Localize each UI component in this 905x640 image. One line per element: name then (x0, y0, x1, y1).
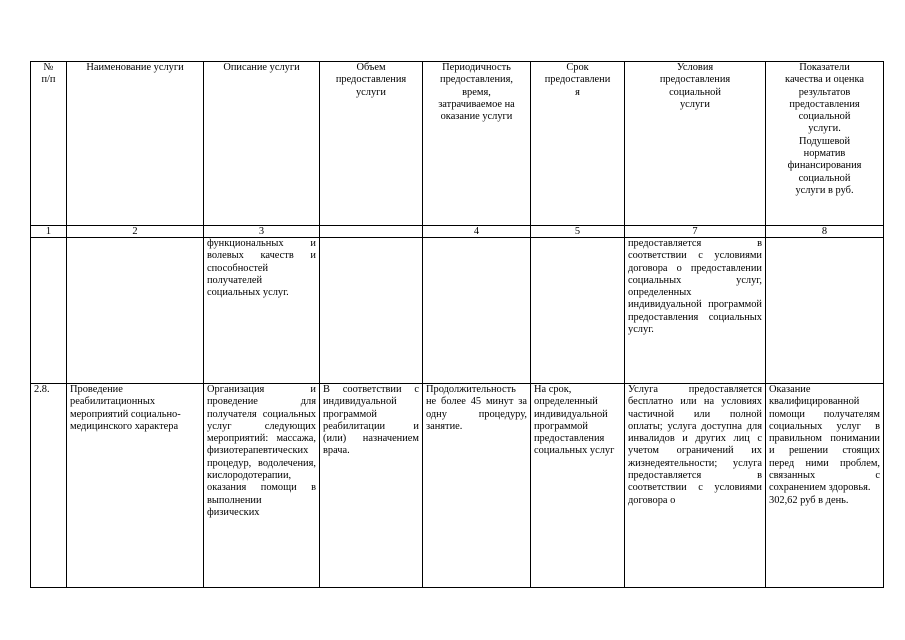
cell-periodicity: Продолжительность не более 45 минут за одну процедуру, занятие. (423, 384, 531, 588)
header-volume: Объем предоставления услуги (320, 62, 423, 226)
table-header-row (31, 62, 884, 226)
column-number: 8 (766, 226, 884, 238)
header-description: Описание услуги (204, 62, 320, 226)
cell-empty (531, 238, 625, 384)
column-number: 2 (67, 226, 204, 238)
cell-number: 2.8. (31, 384, 67, 588)
cell-description: функциональных и волевых качеств и способностей получателей социальных услуг. (204, 238, 320, 384)
column-number: 4 (423, 226, 531, 238)
header-term: Срок предоставлени я (531, 62, 625, 226)
cell-empty (423, 238, 531, 384)
cell-empty (31, 238, 67, 384)
cell-empty (67, 238, 204, 384)
header-service-name: Наименование услуги (67, 62, 204, 226)
quality-text: Оказание квалифицированной помощи получателям социальных услуг в правильном понимании и решении стоящих перед ними проблем, связанных с сохранением здоровья. (769, 384, 880, 494)
cell-volume: В соответствии с индивидуальной программой реабилитации и (или) назначением врача. (320, 384, 423, 588)
cell-quality (766, 384, 884, 588)
cell-term: На срок, определенный индивидуальной программой предоставления социальных услуг (531, 384, 625, 588)
column-number: 3 (204, 226, 320, 238)
header-number: № п/п (31, 62, 67, 226)
column-number-row (31, 226, 884, 238)
table-row-continuation (31, 238, 884, 384)
column-number (320, 226, 423, 238)
funding-norm: 302,62 руб в день. (769, 494, 849, 506)
table-row-2-8 (31, 384, 884, 588)
header-conditions: Условия предоставления социальной услуги (625, 62, 766, 226)
header-periodicity: Периодичность предоставления, время, затрачиваемое на оказание услуги (423, 62, 531, 226)
cell-description: Организация и проведение для получателя социальных услуг следующих мероприятий: массажа, физиотерапевтических процедур, водолечения, кислородотерапии, оказания помощи в выполнении физических (204, 384, 320, 588)
column-number: 1 (31, 226, 67, 238)
column-number: 5 (531, 226, 625, 238)
services-table (30, 61, 884, 588)
cell-conditions: предоставляется в соответствии с условиями договора о предоставлении социальных услуг, определенных индивидуальной программой предоставления социальных услуг. (625, 238, 766, 384)
cell-conditions: Услуга предоставляется бесплатно или на условиях частичной или полной оплаты; услуга доступна для инвалидов и других лиц с учетом ограничений их жизнедеятельности; услуга предоставляется в соответствии с условиями договора о (625, 384, 766, 588)
cell-service-name: Проведение реабилитационных мероприятий социально-медицинского характера (67, 384, 204, 588)
cell-empty (766, 238, 884, 384)
cell-empty (320, 238, 423, 384)
header-quality: Показатели качества и оценка результатов предоставления социальной услуги. Подушевой норматив финансирования социальной услуги в руб. (766, 62, 884, 226)
column-number: 7 (625, 226, 766, 238)
